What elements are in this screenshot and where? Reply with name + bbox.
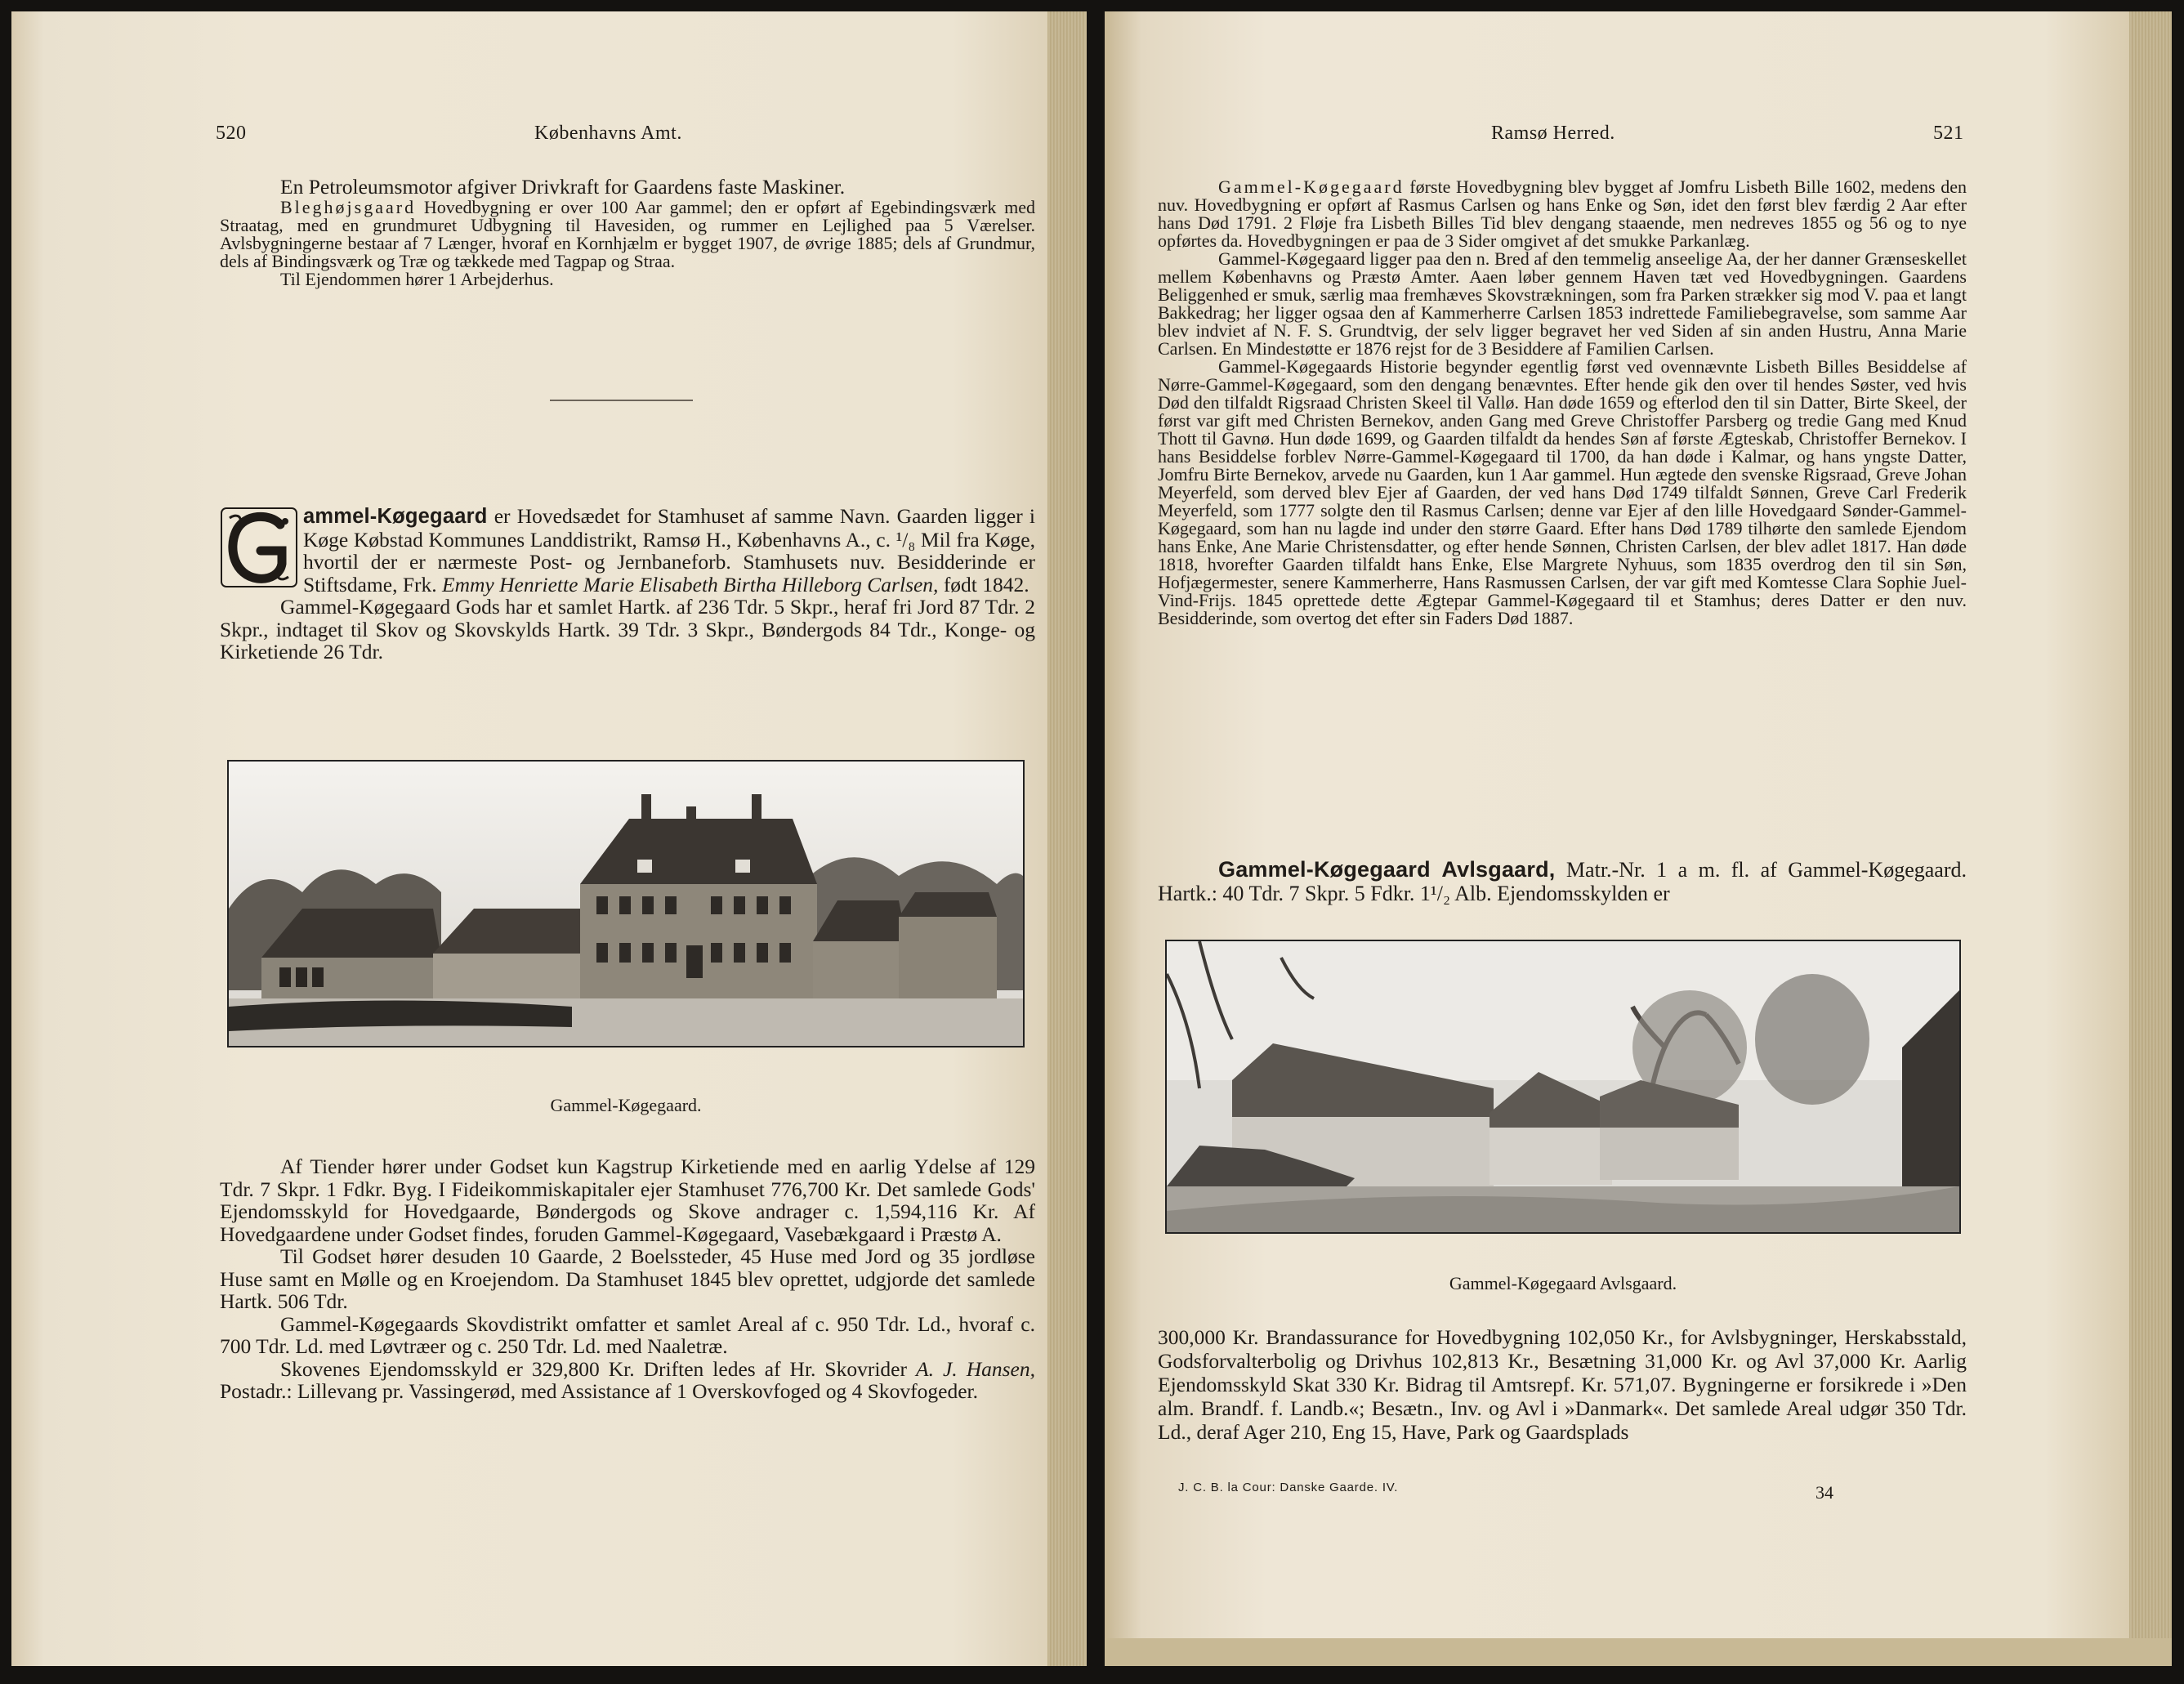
- photo-caption: Gammel-Køgegaard.: [550, 1095, 702, 1115]
- page-number: 520: [216, 123, 247, 144]
- page-edge: [2129, 11, 2170, 1666]
- farm-name: Bleghøjsgaard: [280, 196, 417, 217]
- paragraph: 300,000 Kr. Brandassurance for Hovedbygning 102,050 Kr., for Avlsbygninger, Herskabsstald, Godsforvalterbolig og Drivhus 102,813 Kr., Besætning 31,000 Kr. og Avl 37,000 Kr. Aarlig Ejendomsskyld Skat 330 Kr. Bidrag til Amtsrepf. Kr. 571,07. Bygningerne er forsikrede i »Den alm. Brandf. f. Landb.«; Besætn., Inv. og Avl i »Danmark«. Det samlede Areal udgør 350 Tdr. Ld., deraf Ager 210, Eng 15, Have, Park og Gaardsplads: [1158, 1325, 1967, 1444]
- page-number: 521: [1933, 123, 1964, 144]
- section-title: Gammel-Køgegaard Avlsgaard,: [1218, 857, 1556, 882]
- paragraph: Gammel-Køgegaard ligger paa den n. Bred af den temmelig anseelige Aa, der her danner Grænseskellet mellem Københavns og Præstø Amter. Aaen løber gennem Haven tæt ved Hovedbygningen. Gaardens Beliggenhed er smuk, særlig maa fremhæves Skovstrækningen, som fra Parken strækker sig mod V. paa et langt Bakkedrag; her ligger ogsaa den af Kammerherre Carlsen 1853 indrettede Familiebegravelse, som samme Aar blev indviet af N. F. S. Grundtvig, der selv ligger begravet her ved Siden af sin anden Hustru, Anna Marie Carlsen. En Mindestøtte er 1876 rejst for de 3 Besiddere af Familien Carlsen.: [1158, 248, 1967, 359]
- paragraph: Til Ejendommen hører 1 Arbejderhus.: [280, 268, 554, 289]
- paragraph: Gammel-Køgegaards Historie begynder egentlig først ved ovennævnte Lisbeth Billes Besiddelse af Nørre-Gammel-Køgegaard, som den dengang benævntes. Efter hende gik den over til hendes Søster, ved hvis Død den tilfaldt Rigsraad Christen Skeel til Vallø. Han døde 1659 og efterlod den til sin Datter, Birte Skeel, der først var gift med Christen Bernekov, anden Gang med Greve Christoffer Parsberg og tredie Gang med Knud Thott til Gavnø. Hun døde 1699, og Gaarden tilfaldt da hendes Søn af første Ægteskab, Christoffer Bernekov. I hans Besiddelse forblev Nørre-Gammel-Køgegaard til 1700, da han døde i Kalmar, og hans yngste Datter, Jomfru Birte Bernekov, arvede nu Gaarden, kun 1 Aar gammel. Hun ægtede den svenske Rigsraad, Greve Johan Meyerfeld, som derved blev Ejer af Gaarden, der ved hans Død 1749 tilfaldt Sønnen, Greve Carl Frederik Meyerfeld, som 1777 solgte den til Rasmus Carlsen; denne var Ejer af den lille Hovedgaard Sønder-Gammel-Køgegaard, som han nu lagde ind under den større Gaard. Efter hans Død 1789 tilhørte den samlede Ejendom hans Enke, Ane Marie Christensdatter, og efter hende Sønnen, Christen Carlsen, der blev adlet 1817. Han døde 1818, hvorefter Gaarden tilfaldt hans Enke, Else Margrete Nyhuus, som 1835 overdrog den til sin Søn, Hofjægermester, senere Kammerherre, Hans Rasmussen Carlsen, der var gift med Komtesse Clara Sophie Juel-Vind-Frijs. 1845 oprettede dette Ægtepar Gammel-Køgegaard til et Stamhus; deres Datter er den nuv. Besidderinde, som overtog det efter sin Faders Død 1887.: [1158, 356, 1967, 628]
- paragraph: Bleghøjsgaard Hovedbygning er over 100 Aar gammel; den er opført af Egebindingsværk med Straatag, med en grundmuret Udbygning til Havesiden, og rummer en Lejlighed paa 5 Værelser. Avlsbygningerne bestaar af 7 Længer, hvoraf en Kornhjælm er bygget 1907, de øvrige 1885; dels af Grundmur, dels af Bindingsværk og Træ og tækkede med Tagpap og Straa.: [220, 196, 1035, 271]
- forester-name: A. J. Hansen,: [916, 1356, 1035, 1381]
- paragraph: Gammel-Køgegaards Skovdistrikt omfatter et samlet Areal af c. 950 Tdr. Ld., hvoraf c. 700 Tdr. Ld. med Løvtræer og c. 250 Tdr. Ld. med Naaletræ.: [220, 1311, 1035, 1358]
- paragraph: Af Tiender hører under Godset kun Kagstrup Kirketiende med en aarlig Ydelse af 129 Tdr. 7 Skpr. 1 Fdkr. Byg. I Fideikommiskapitaler ejer Stamhuset 776,700 Kr. Det samlede Gods' Ejendomsskyld for Hovedgaarde, Bøndergods og Skove andrager c. 1,594,116 Kr. Af Hovedgaardene under Godset findes, foruden Gammel-Køgegaard, Vasebækgaard i Præstø A.: [220, 1155, 1035, 1246]
- section-divider: [550, 400, 693, 401]
- farm-name: Gammel-Køgegaard: [1218, 176, 1405, 197]
- manor-photo: [227, 760, 1025, 1047]
- closing-block: [1158, 1325, 1967, 1444]
- svg-text:G: G: [259, 559, 260, 560]
- paragraph: Gammel-Køgegaard Gods har et samlet Hartk. af 236 Tdr. 5 Skpr., heraf fri Jord 87 Tdr. 2 Skpr., indtaget til Skov og Skovskylds Hartk. 39 Tdr. 3 Skpr., Bøndergods 84 Tdr., Konge- og Kirketiende 26 Tdr.: [220, 595, 1035, 663]
- avlsgaard-section: [1158, 858, 1967, 905]
- paragraph: Til Godset hører desuden 10 Gaarde, 2 Boelssteder, 45 Huse med Jord og 35 jordløse Huse samt en Mølle og en Kroejendom. Da Stamhuset 1845 blev oprettet, udgjorde det samlede Hartk. 506 Tdr.: [220, 1244, 1035, 1313]
- running-head: Københavns Amt.: [534, 123, 682, 144]
- section-gammel-koegegaard: [220, 505, 1035, 663]
- paragraph: En Petroleumsmotor afgiver Drivkraft for Gaardens faste Maskiner.: [280, 175, 846, 199]
- history-block: [1158, 178, 1967, 628]
- footer-note: J. C. B. la Cour: Danske Gaarde. IV.: [1178, 1481, 1399, 1494]
- paragraph: Skovenes Ejendomsskyld er 329,800 Kr. Driften ledes af Hr. Skovrider A. J. Hansen, Postadr.: Lillevang pr. Vassingerød, med Assistance af 1 Overskovfoged og 4 Skovfogeder.: [220, 1356, 1035, 1403]
- right-page: [1105, 11, 2172, 1666]
- photo-caption: Gammel-Køgegaard Avlsgaard.: [1449, 1273, 1677, 1293]
- intro-block: [220, 176, 1035, 288]
- section-title: ammel-Køgegaard: [303, 505, 488, 528]
- owner-name: Emmy Henriette Marie Elisabeth Birtha Hilleborg Carlsen,: [442, 572, 939, 596]
- sheet-number: 34: [1816, 1482, 1833, 1503]
- page-edge: [1047, 11, 1085, 1666]
- page-bottom-edge: [1105, 1638, 2172, 1666]
- paragraph: Gammel-Køgegaard Avlsgaard, Matr.-Nr. 1 a m. fl. af Gammel-Køgegaard. Hartk.: 40 Tdr. 7 Skpr. 5 Fdkr. 1¹/₂ Alb. Ejendomsskylden er: [1158, 857, 1967, 905]
- paragraph: Gammel-Køgegaard første Hovedbygning blev bygget af Jomfru Lisbeth Bille 1602, medens den nuv. Hovedbygning er opført af Rasmus Carlsen og hans Enke og Søn, idet den først blev færdig 2 Aar efter hans Død 1791. 2 Fløje fra Lisbeth Billes Tid blev dengang staaende, men nedreves 1855 og 56 og to nye opførtes da. Hovedbygningen er paa de 3 Sider omgivet af det smukke Parkanlæg.: [1158, 176, 1967, 251]
- estate-details: [220, 1155, 1035, 1403]
- dropcap-letter: [220, 507, 298, 588]
- running-head: Ramsø Herred.: [1491, 123, 1615, 144]
- farm-photo: [1165, 940, 1961, 1234]
- left-page: [11, 11, 1087, 1666]
- section-intro: G ammel-Køgegaard er Hovedsædet for Stamhuset af samme Navn. Gaarden ligger i Køge Købstad Kommunes Landdistrikt, Ramsø H., Københavns A., c. ¹/₈ Mil fra Køge, hvortil der er nærmeste Post- og Jernbaneforb. Stamhusets nuv. Besidderinde er Stiftsdame, Frk. Emmy Henriette Marie Elisabeth Birtha Hilleborg Carlsen, født 1842.: [220, 505, 1035, 596]
